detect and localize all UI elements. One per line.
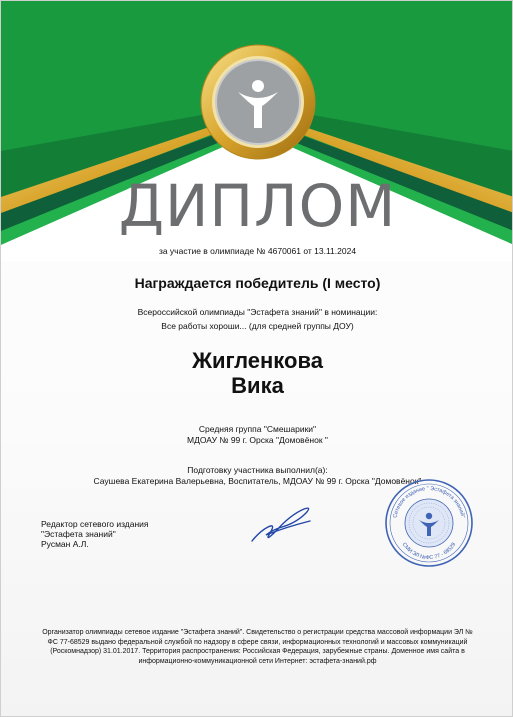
editor-line-3: Русман А.Л.: [41, 539, 89, 549]
nomination-line-1: Всероссийской олимпиады "Эстафета знаний" в номинации:: [137, 307, 378, 317]
stamp-bottom-text: СМИ ЭЛ №ФС 77 - 68529: [400, 541, 458, 562]
group-line-2: МДОАУ № 99 г. Орска "Домовёнок ": [187, 435, 328, 445]
preparer-person: Саушева Екатерина Валерьевна, Воспитатель, МДОАУ № 99 г. Орска "Домовёнок": [93, 476, 422, 486]
nomination-block: [1, 305, 513, 333]
stamp-top-text: Сетевое издание " Эстафета знаний": [392, 485, 466, 519]
nomination-line-2: Все работы хороши... (для средней группы ДОУ): [161, 321, 354, 331]
winner-firstname: Вика: [231, 373, 284, 398]
editor-block: [41, 519, 149, 549]
group-block: [1, 424, 513, 446]
diploma-title: ДИПЛОМ: [118, 172, 397, 240]
diploma-subtitle: за участие в олимпиаде № 4670061 от 13.11.2024: [158, 246, 357, 256]
footer-note: Организатор олимпиады сетевое издание "Эстафета знаний". Свидетельство о регистрации средства массовой информации ЭЛ № ФС 77-68529 выдано федеральной службой по надзору в сфере связи, информационных технологий и массовых коммуникаций (Роскомнадзор) 31.01.2017. Территория распространения: Российская Федерация, зарубежные страны. Доменное имя сайта в информационно-коммуникационной сети Интернет: эстафета-знаний.рф: [42, 629, 473, 665]
round-stamp-icon: [384, 478, 474, 568]
award-heading: Награждается победитель (I место): [134, 275, 381, 291]
group-line-1: Средняя группа "Смешарики": [198, 424, 317, 434]
preparer-label: Подготовку участника выполнил(а):: [187, 465, 328, 475]
medal-emblem: [200, 44, 316, 160]
winner-name: [1, 348, 513, 398]
winner-surname: Жигленкова: [192, 348, 323, 373]
editor-line-1: Редактор сетевого издания: [41, 519, 149, 529]
editor-line-2: "Эстафета знаний": [41, 529, 116, 539]
signature-icon: [246, 501, 316, 546]
